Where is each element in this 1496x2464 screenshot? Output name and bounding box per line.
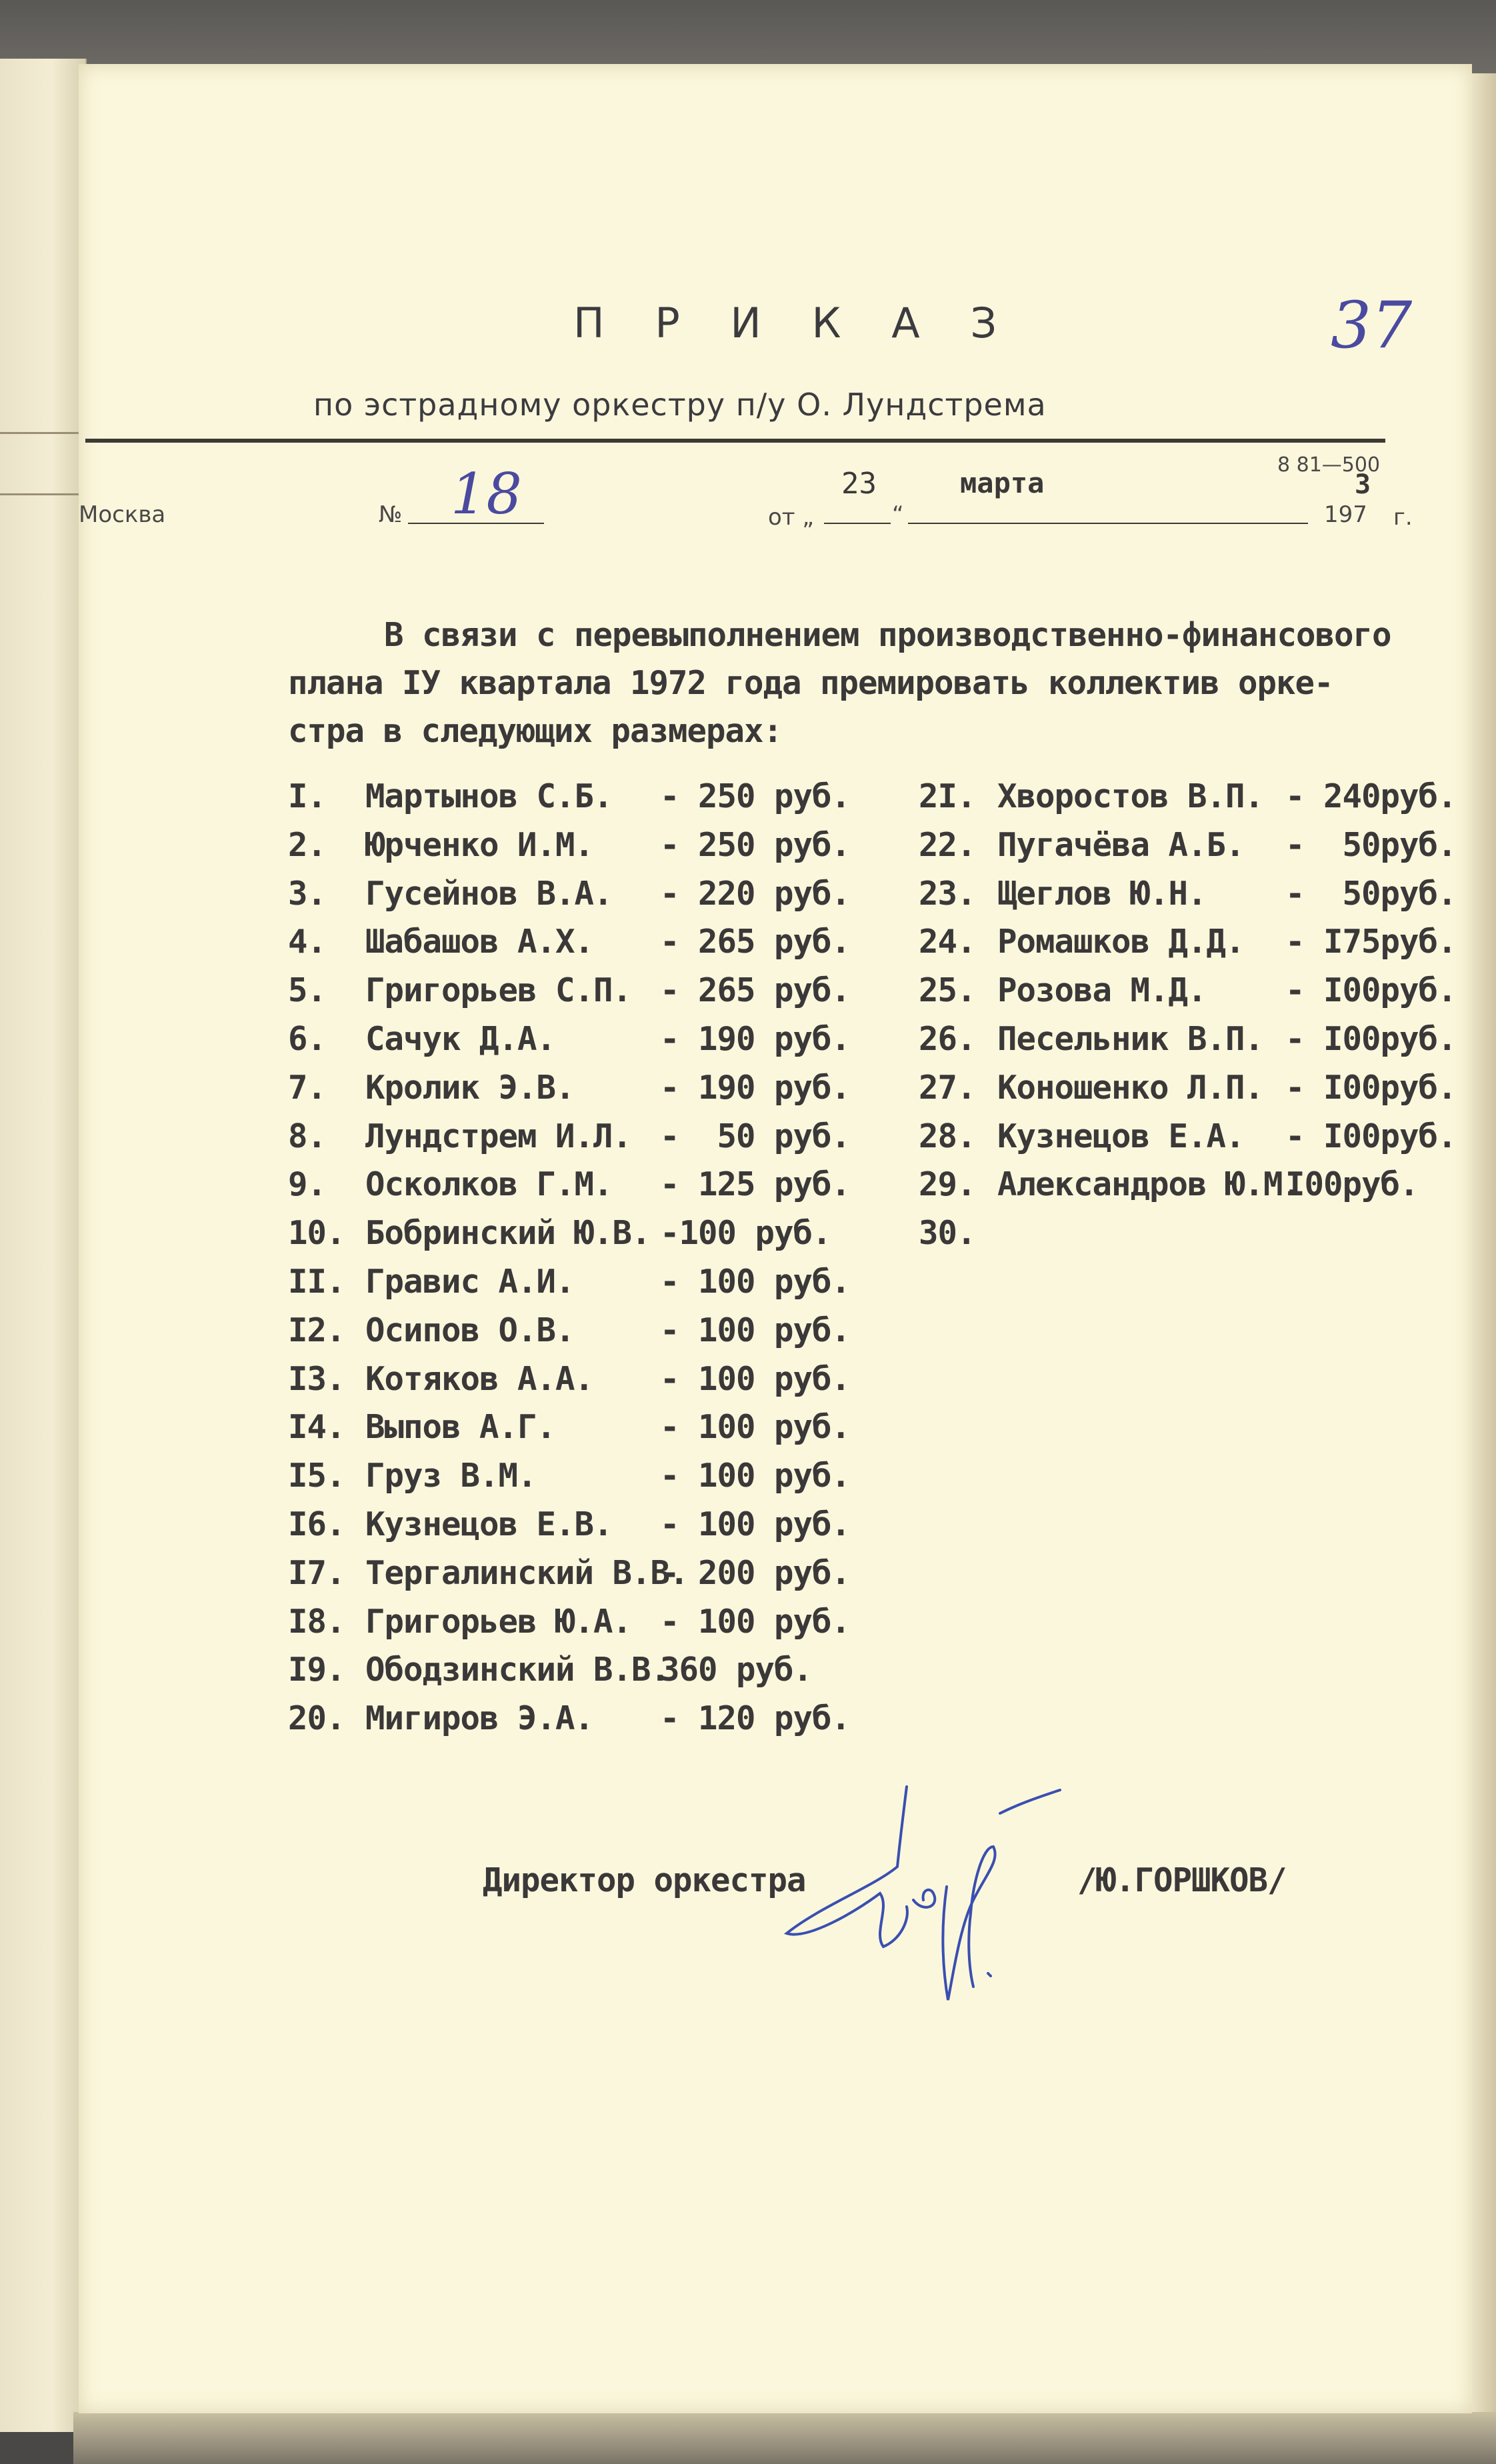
item-number: 30.	[919, 1214, 976, 1253]
item-number: I6.	[288, 1505, 345, 1543]
item-name: Пугачёва А.Б.	[997, 825, 1245, 864]
item-name: Ободзинский В.В.	[365, 1651, 670, 1689]
item-amount: - 200 руб.	[660, 1553, 851, 1592]
item-name: Гусейнов В.А.	[365, 874, 613, 913]
item-amount: - I00руб.	[1285, 971, 1457, 1010]
item-name: Кузнецов Е.А.	[997, 1117, 1245, 1155]
item-amount: - 50 руб.	[660, 1117, 851, 1155]
item-number: I5.	[288, 1457, 345, 1495]
item-name: Мартынов С.Б.	[365, 777, 613, 815]
item-amount: - I00руб.	[1285, 1117, 1457, 1155]
intro-line-3: стра в следующих размерах:	[288, 712, 783, 750]
adjacent-page-edge	[0, 59, 87, 2432]
item-name: Гравис А.И.	[365, 1263, 575, 1301]
item-number: 28.	[919, 1117, 976, 1155]
item-name: Коношенко Л.П.	[997, 1068, 1264, 1107]
item-name: Щеглов Ю.Н.	[997, 874, 1207, 913]
item-name: Ромашков Д.Д.	[997, 923, 1245, 961]
item-amount: - 265 руб.	[660, 923, 851, 961]
item-name: Григорьев Ю.А.	[365, 1602, 632, 1641]
item-amount: 360 руб.	[660, 1651, 813, 1689]
page-bottom-edge	[73, 2412, 1496, 2464]
item-name: Мигиров Э.А.	[365, 1699, 594, 1738]
year-suffix: г.	[1393, 504, 1413, 531]
adjacent-page-rule	[0, 493, 80, 495]
item-number: 3.	[288, 874, 327, 913]
intro-line-1: В связи с перевыполнением производственно-финансового	[384, 616, 1391, 654]
item-amount: - 50руб.	[1285, 874, 1457, 913]
city-label: Москва	[79, 501, 166, 528]
item-number: 20.	[288, 1699, 345, 1738]
item-number: 2.	[288, 825, 327, 864]
item-name: Кролик Э.В.	[365, 1068, 575, 1107]
item-amount: - 125 руб.	[660, 1165, 851, 1204]
item-number: 27.	[919, 1068, 976, 1107]
item-number: I8.	[288, 1602, 345, 1641]
item-number: I4.	[288, 1408, 345, 1447]
number-prefix: №	[379, 501, 403, 528]
item-number: 8.	[288, 1117, 327, 1155]
item-number: 9.	[288, 1165, 327, 1204]
date-from-label: от „	[768, 504, 815, 531]
item-number: 25.	[919, 971, 976, 1010]
item-amount: -100 руб.	[660, 1214, 831, 1253]
item-amount: - 220 руб.	[660, 874, 851, 913]
date-day: 23	[841, 467, 877, 501]
item-name: Котяков А.А.	[365, 1359, 594, 1398]
item-number: I7.	[288, 1553, 345, 1592]
item-name: Кузнецов Е.В.	[365, 1505, 613, 1543]
item-name: Юрченко И.М.	[365, 825, 594, 864]
item-number: 4.	[288, 923, 327, 961]
document-title: П Р И К А З	[573, 299, 1016, 347]
item-amount: - 250 руб.	[660, 777, 851, 815]
item-number: 24.	[919, 923, 976, 961]
item-number: 22.	[919, 825, 976, 864]
item-number: I.	[288, 777, 327, 815]
item-amount: - 250 руб.	[660, 825, 851, 864]
item-amount: - 100 руб.	[660, 1602, 851, 1641]
item-amount: - 100 руб.	[660, 1263, 851, 1301]
adjacent-page-rule	[0, 432, 80, 434]
item-number: 29.	[919, 1165, 976, 1204]
item-amount: - I00руб.	[1285, 1020, 1457, 1058]
page-number: 37	[1331, 288, 1413, 363]
item-name: Шабашов А.Х.	[365, 923, 594, 961]
item-name: Осколков Г.М.	[365, 1165, 613, 1204]
item-amount: - 100 руб.	[660, 1408, 851, 1447]
item-number: 23.	[919, 874, 976, 913]
scan-background	[0, 0, 1496, 73]
order-number: 18	[451, 461, 522, 527]
signatory-name: /Ю.ГОРШКОВ/	[1077, 1861, 1287, 1899]
item-amount: - I00руб.	[1285, 1068, 1457, 1107]
item-name: Григорьев С.П.	[365, 971, 632, 1010]
intro-line-2: плана IУ квартала 1972 года премировать коллектив орке-	[288, 664, 1333, 702]
handwritten-signature	[773, 1773, 1107, 2040]
item-name: Груз В.М.	[365, 1457, 537, 1495]
item-amount: - 100 руб.	[660, 1505, 851, 1543]
item-number: I2.	[288, 1311, 345, 1349]
item-amount: - I75руб.	[1285, 923, 1457, 961]
item-name: Песельник В.П.	[997, 1020, 1264, 1058]
item-number: I3.	[288, 1359, 345, 1398]
year-digit: 3	[1355, 469, 1371, 500]
signatory-role: Директор оркестра	[483, 1861, 806, 1899]
item-name: Осипов О.В.	[365, 1311, 575, 1349]
item-number: I9.	[288, 1651, 345, 1689]
header-rule	[85, 439, 1385, 443]
item-name: Лундстрем И.Л.	[365, 1117, 632, 1155]
date-quote-close: “	[892, 501, 904, 528]
document-subtitle: по эстрадному оркестру п/у О. Лундстрема	[313, 387, 1047, 423]
item-amount: - 190 руб.	[660, 1020, 851, 1058]
date-month: марта	[960, 467, 1045, 499]
item-amount: - 100 руб.	[660, 1359, 851, 1398]
item-amount: - 100 руб.	[660, 1311, 851, 1349]
item-number: 10.	[288, 1214, 345, 1253]
item-number: 26.	[919, 1020, 976, 1058]
year-prefix: 197	[1324, 501, 1367, 528]
item-number: II.	[288, 1263, 345, 1301]
item-amount: - 120 руб.	[660, 1699, 851, 1738]
item-amount: - 100 руб.	[660, 1457, 851, 1495]
item-amount: I00руб.	[1285, 1165, 1419, 1204]
item-amount: - 265 руб.	[660, 971, 851, 1010]
item-amount: - 50руб.	[1285, 825, 1457, 864]
item-number: 7.	[288, 1068, 327, 1107]
item-name: Александров Ю.М.	[997, 1165, 1302, 1204]
item-amount: - 240руб.	[1285, 777, 1457, 815]
item-amount: - 190 руб.	[660, 1068, 851, 1107]
month-blank	[908, 523, 1308, 524]
item-name: Хворостов В.П.	[997, 777, 1264, 815]
item-name: Розова М.Д.	[997, 971, 1207, 1010]
day-blank	[824, 523, 891, 524]
item-number: 5.	[288, 971, 327, 1010]
item-name: Бобринский Ю.В.	[365, 1214, 651, 1253]
item-number: 2I.	[919, 777, 976, 815]
item-name: Сачук Д.А.	[365, 1020, 556, 1058]
print-code: 8 81—500	[1277, 453, 1381, 477]
item-number: 6.	[288, 1020, 327, 1058]
item-name: Тергалинский В.В.	[365, 1553, 689, 1592]
item-name: Выпов А.Г.	[365, 1408, 556, 1447]
